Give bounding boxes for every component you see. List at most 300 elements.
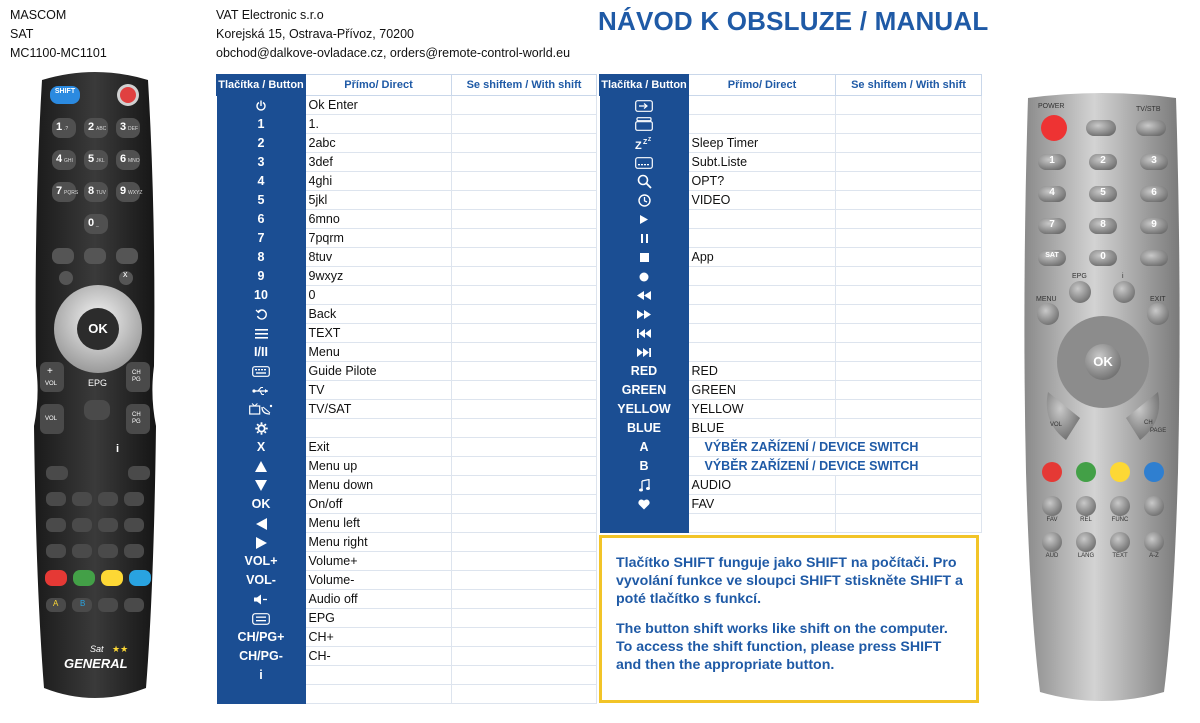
button-cell (600, 286, 689, 305)
mute-icon (254, 594, 268, 605)
key-shape (1140, 250, 1168, 266)
table-row (600, 362, 982, 381)
button-label: I/II (254, 345, 268, 359)
shift-cell (452, 305, 597, 324)
i-label: i (1122, 273, 1124, 280)
direct-cell (689, 267, 836, 286)
button-cell (600, 267, 689, 286)
button-cell (217, 666, 306, 685)
shift-cell (452, 267, 597, 286)
digit-key: 3 (1151, 155, 1157, 166)
table-row (217, 590, 597, 609)
button-cell (600, 115, 689, 134)
direct-cell: Menu up (306, 457, 452, 476)
button-cell (217, 552, 306, 571)
key-label: REL (1080, 517, 1092, 523)
direct-cell (689, 115, 836, 134)
button-cell (600, 343, 689, 362)
shift-cell (452, 191, 597, 210)
table-row (600, 476, 982, 495)
table-row (217, 362, 597, 381)
shift-cell (452, 400, 597, 419)
shift-cell (836, 134, 982, 153)
button-cell (600, 362, 689, 381)
digit-key: 5 (88, 153, 95, 165)
model-line: MASCOM (10, 8, 67, 22)
table-row (600, 400, 982, 419)
table-row (217, 191, 597, 210)
shift-cell (452, 552, 597, 571)
button-label: OK (251, 497, 271, 511)
button-cell (217, 115, 306, 134)
button-label: 8 (257, 250, 265, 264)
button-cell (600, 457, 689, 476)
direct-cell: 8tuv (306, 248, 452, 267)
shift-cell (836, 381, 982, 400)
back-arrow-icon (255, 308, 268, 321)
shift-cell (452, 495, 597, 514)
shift-cell (452, 514, 597, 533)
button-cell (217, 305, 306, 324)
ok-key: OK (88, 321, 108, 336)
shift-cell (452, 590, 597, 609)
button-cell (217, 609, 306, 628)
previous-icon (637, 329, 651, 338)
vol-label-2: VOL (45, 416, 58, 422)
digit-key: 5 (1100, 187, 1106, 198)
direct-cell: 1. (306, 115, 452, 134)
ch-label: CH (1144, 420, 1153, 426)
digit-key: 8 (1100, 219, 1106, 230)
play-icon (640, 215, 648, 224)
guide-icon (252, 366, 270, 377)
button-cell (217, 96, 306, 115)
button-cell (217, 172, 306, 191)
direct-cell: Volume+ (306, 552, 452, 571)
direct-cell: Subt.Liste (689, 153, 836, 172)
menu-label: MENU (1036, 296, 1057, 303)
company-email: obchod@dalkove-ovladace.cz, orders@remote-control-world.eu (216, 46, 571, 60)
direct-cell: Menu right (306, 533, 452, 552)
digit-key: 7 (1049, 219, 1055, 230)
table-row (217, 571, 597, 590)
button-label: A (639, 440, 649, 454)
digit-key: 9 (120, 185, 127, 197)
power-icon (255, 100, 267, 112)
shift-cell (836, 324, 982, 343)
tvstb-label: TV/STB (1136, 106, 1161, 113)
shift-cell (452, 115, 597, 134)
button-label: BLUE (626, 421, 662, 435)
button-label: X (256, 440, 266, 454)
shift-cell (452, 324, 597, 343)
key-label: AUD (1045, 553, 1059, 559)
table-row (600, 229, 982, 248)
table-row (217, 438, 597, 457)
company-address: Korejská 15, Ostrava-Přívoz, 70200 (216, 27, 415, 41)
table-row (217, 685, 597, 704)
ch-key-2: CH PG (132, 412, 141, 425)
shift-note-en: The button shift works like shift on the computer. To access the shift function, please press SHIFT and then the appropriate button. (616, 621, 948, 673)
table-row (217, 134, 597, 153)
digit-key: 3 (120, 121, 127, 133)
model-line: MC1100-MC1101 (10, 46, 107, 60)
svg-text:Z: Z (635, 140, 642, 151)
epg-label: EPG (1072, 273, 1087, 280)
shift-cell (452, 457, 597, 476)
shift-cell (452, 419, 597, 438)
digit-key-letters: PQRS (64, 190, 79, 196)
button-cell (600, 248, 689, 267)
table-row (600, 495, 982, 514)
direct-cell: Exit (306, 438, 452, 457)
shift-cell (836, 153, 982, 172)
brand-sat: Sat (90, 644, 104, 654)
power-label: POWER (1038, 103, 1065, 110)
table-row (217, 476, 597, 495)
table-row (217, 647, 597, 666)
button-cell (600, 134, 689, 153)
shift-cell (452, 476, 597, 495)
button-cell (600, 191, 689, 210)
shift-cell (836, 286, 982, 305)
pause-icon (641, 234, 648, 243)
epg-icon (252, 613, 270, 625)
svg-text:Z: Z (648, 137, 652, 144)
heart-icon (638, 499, 650, 510)
col-header-direct: Přímo/ Direct (689, 75, 836, 96)
direct-cell: Menu down (306, 476, 452, 495)
button-cell (217, 514, 306, 533)
table-row (217, 495, 597, 514)
digit-key: 1 (1049, 155, 1055, 166)
zero-key: 0 (1100, 251, 1106, 262)
digit-key: 7 (56, 185, 63, 197)
shift-cell (836, 343, 982, 362)
left-function-table (216, 74, 597, 704)
table-row (600, 134, 982, 153)
shift-cell (452, 210, 597, 229)
sleep-icon (635, 136, 653, 150)
direct-cell: Ok Enter (306, 96, 452, 115)
button-cell (217, 229, 306, 248)
button-label: 5 (257, 193, 265, 207)
shift-cell (452, 286, 597, 305)
shift-cell (836, 495, 982, 514)
table-row (217, 533, 597, 552)
button-label: B (639, 459, 649, 473)
button-label: 9 (257, 269, 265, 283)
table-row (600, 343, 982, 362)
shift-cell (452, 248, 597, 267)
brand-logo: GENERAL (64, 656, 128, 671)
digit-key-letters: _ (96, 222, 99, 228)
digit-key-letters: GHI (64, 158, 73, 164)
direct-cell: Sleep Timer (689, 134, 836, 153)
button-cell (600, 153, 689, 172)
b-key: B (80, 599, 86, 608)
shift-cell (452, 153, 597, 172)
direct-cell: Back (306, 305, 452, 324)
button-label: 10 (254, 288, 268, 302)
digit-key-letters: MNO (128, 158, 140, 164)
shift-cell (452, 628, 597, 647)
table-row (600, 191, 982, 210)
key-label: FAV (1046, 517, 1058, 523)
shift-cell (452, 381, 597, 400)
button-cell (600, 172, 689, 191)
shift-cell (452, 438, 597, 457)
button-cell (217, 419, 306, 438)
shift-cell (452, 647, 597, 666)
shift-cell (452, 533, 597, 552)
shift-cell (452, 134, 597, 153)
direct-cell: 2abc (306, 134, 452, 153)
direct-cell: GREEN (689, 381, 836, 400)
button-cell (217, 134, 306, 153)
button-label: i (259, 668, 263, 682)
col-header-shift: Se shiftem / With shift (452, 75, 597, 96)
direct-cell (689, 305, 836, 324)
button-cell (217, 685, 306, 704)
digit-key: 6 (1151, 187, 1157, 198)
digit-key-letters: WXYZ (128, 190, 143, 196)
vol-label: VOL (1050, 422, 1063, 428)
direct-cell: 9wxyz (306, 267, 452, 286)
shift-cell (836, 267, 982, 286)
button-label: 7 (257, 231, 265, 245)
direct-cell: Menu (306, 343, 452, 362)
direct-cell: 5jkl (306, 191, 452, 210)
button-cell (217, 324, 306, 343)
table-row (217, 457, 597, 476)
col-header-button: Tlačítka / Button (217, 75, 306, 96)
table-row (217, 324, 597, 343)
triangle-left-icon (256, 518, 267, 530)
direct-cell: Volume- (306, 571, 452, 590)
digit-key: 4 (56, 153, 63, 165)
direct-cell (689, 514, 836, 533)
digit-key-letters: JKL (96, 158, 105, 164)
direct-cell: Guide Pilote (306, 362, 452, 381)
shift-cell (452, 609, 597, 628)
clock-icon (638, 194, 651, 207)
button-cell (600, 419, 689, 438)
button-label: 6 (257, 212, 265, 226)
direct-cell: FAV (689, 495, 836, 514)
vol-plus-key: + (47, 366, 53, 377)
button-label: 2 (257, 136, 265, 150)
triangle-up-icon (255, 461, 267, 472)
direct-cell: CH+ (306, 628, 452, 647)
button-cell (600, 438, 689, 457)
button-cell (217, 267, 306, 286)
direct-cell: 4ghi (306, 172, 452, 191)
key-label: TEXT (1112, 553, 1128, 559)
shift-cell (836, 305, 982, 324)
direct-cell: 0 (306, 286, 452, 305)
button-cell (600, 476, 689, 495)
button-label: 3 (257, 155, 265, 169)
button-cell (600, 96, 689, 115)
table-row (600, 457, 982, 476)
menu-lines-icon (255, 329, 268, 339)
button-cell (217, 286, 306, 305)
button-label: VOL+ (244, 554, 278, 568)
table-row (217, 229, 597, 248)
button-label: GREEN (621, 383, 667, 397)
table-row (217, 210, 597, 229)
shift-cell (836, 115, 982, 134)
next-icon (637, 348, 651, 357)
key-label: FUNC (1111, 517, 1129, 523)
digit-key: 2 (1100, 155, 1106, 166)
direct-cell (689, 324, 836, 343)
device-switch-cell: VÝBĚR ZAŘÍZENÍ / DEVICE SWITCH (689, 457, 982, 476)
col-header-direct: Přímo/ Direct (306, 75, 452, 96)
shift-note-cz: Tlačítko SHIFT funguje jako SHIFT na počítači. Pro vyvolání funkce ve sloupci SHIFT stiskněte SHIFT a poté tlačítko s funkcí. (616, 555, 963, 607)
button-cell (217, 153, 306, 172)
digit-key: 9 (1151, 219, 1157, 230)
digit-key-letters: DEF (128, 126, 138, 132)
exit-label: EXIT (1150, 296, 1166, 303)
table-row (600, 305, 982, 324)
direct-cell: OPT? (689, 172, 836, 191)
shift-cell (452, 685, 597, 704)
button-cell (217, 533, 306, 552)
table-row (600, 514, 982, 533)
music-note-icon (639, 479, 650, 492)
digit-key: 2 (88, 121, 95, 133)
table-row (217, 115, 597, 134)
button-cell (600, 229, 689, 248)
button-cell (217, 457, 306, 476)
direct-cell: 7pqrm (306, 229, 452, 248)
button-cell (600, 400, 689, 419)
direct-cell: 3def (306, 153, 452, 172)
a-key: A (53, 599, 59, 608)
direct-cell: Menu left (306, 514, 452, 533)
shift-cell (836, 172, 982, 191)
direct-cell (306, 666, 452, 685)
gear-icon (255, 422, 268, 435)
page-label: PAGE (1150, 428, 1167, 434)
table-row (600, 153, 982, 172)
table-row (217, 381, 597, 400)
table-row (600, 210, 982, 229)
direct-cell (306, 419, 452, 438)
table-row (217, 552, 597, 571)
button-cell (217, 495, 306, 514)
col-header-button: Tlačítka / Button (600, 75, 689, 96)
shift-cell (836, 229, 982, 248)
shift-cell (836, 362, 982, 381)
shift-cell (836, 476, 982, 495)
digit-key-letters: .? (64, 126, 69, 132)
button-label: VOL- (246, 573, 276, 587)
digit-key-letters: TUV (96, 190, 106, 196)
shift-cell (452, 96, 597, 115)
key-label: LANG (1077, 553, 1095, 559)
key-label: A-Z (1149, 553, 1159, 559)
digit-key-letters: ABC (96, 126, 107, 132)
button-cell (217, 381, 306, 400)
direct-cell: YELLOW (689, 400, 836, 419)
table-row (600, 248, 982, 267)
vol-label: VOL (45, 381, 58, 387)
table-row (600, 324, 982, 343)
remote-control-general (28, 66, 162, 706)
direct-cell: App (689, 248, 836, 267)
search-icon (637, 174, 652, 189)
button-cell (600, 210, 689, 229)
digit-key: 6 (120, 153, 127, 165)
table-row (600, 172, 982, 191)
direct-cell: Audio off (306, 590, 452, 609)
table-row (217, 153, 597, 172)
subtitle-icon (635, 157, 653, 169)
direct-cell (689, 343, 836, 362)
shift-cell (836, 248, 982, 267)
table-row (217, 267, 597, 286)
shift-cell (452, 172, 597, 191)
button-cell (217, 343, 306, 362)
button-cell (217, 438, 306, 457)
table-row (600, 438, 982, 457)
table-row (217, 419, 597, 438)
triangle-right-icon (256, 537, 267, 549)
cards-icon (635, 117, 653, 131)
fast-forward-icon (637, 310, 651, 319)
shift-cell (452, 571, 597, 590)
shift-key: SHIFT (54, 88, 76, 95)
direct-cell: TV (306, 381, 452, 400)
x-key: x (123, 269, 128, 279)
table-row (217, 400, 597, 419)
button-cell (217, 590, 306, 609)
table-row (217, 343, 597, 362)
direct-cell (689, 286, 836, 305)
triangle-down-icon (255, 480, 267, 491)
shift-cell (836, 96, 982, 115)
button-label: 1 (257, 117, 265, 131)
direct-cell: RED (689, 362, 836, 381)
shift-cell (836, 419, 982, 438)
button-cell (600, 514, 689, 533)
button-cell (600, 381, 689, 400)
brand-stars: ★★ (112, 644, 129, 654)
button-cell (600, 305, 689, 324)
table-row (217, 305, 597, 324)
ch-key: CH PG (132, 370, 141, 383)
stop-icon (640, 253, 649, 262)
button-label: YELLOW (617, 402, 671, 416)
info-key: i (116, 443, 120, 455)
shift-cell (452, 229, 597, 248)
model-info (10, 6, 107, 63)
usb-icon (252, 386, 270, 396)
input-icon (635, 100, 653, 112)
sat-key: SAT (1045, 252, 1059, 259)
direct-cell: TEXT (306, 324, 452, 343)
button-cell (217, 248, 306, 267)
direct-cell: AUDIO (689, 476, 836, 495)
table-row (217, 172, 597, 191)
table-row (600, 267, 982, 286)
rewind-icon (637, 291, 651, 300)
table-row (600, 286, 982, 305)
direct-cell (689, 210, 836, 229)
